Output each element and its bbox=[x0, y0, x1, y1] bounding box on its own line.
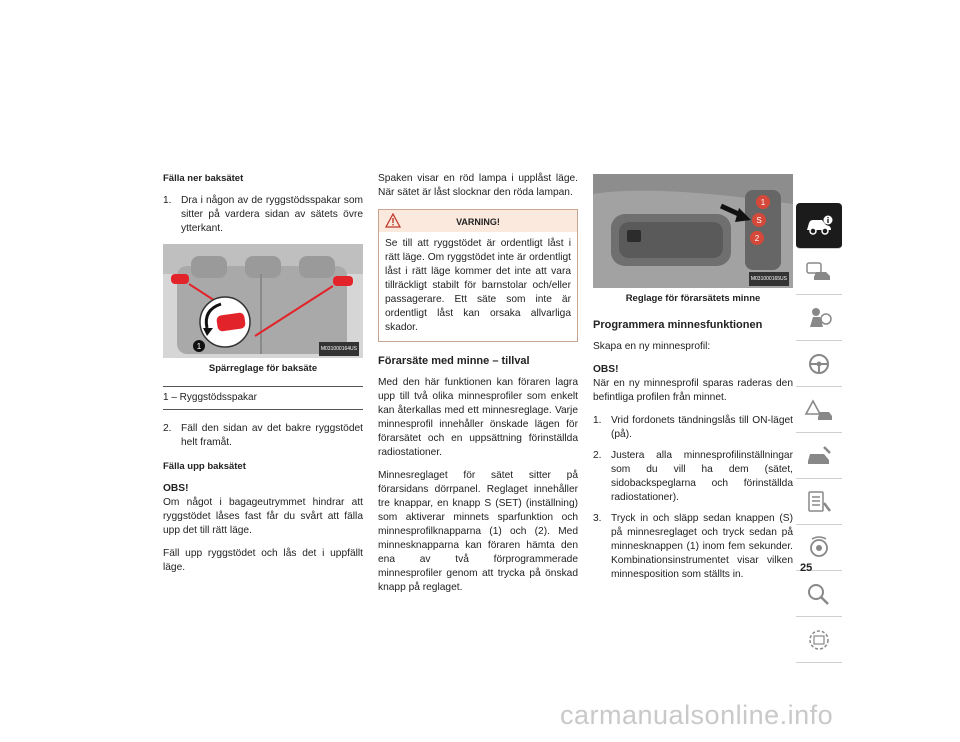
tab-safety[interactable] bbox=[796, 295, 842, 341]
step-number: 1. bbox=[593, 415, 602, 426]
figure-legend: 1 – Ryggstödsspakar bbox=[163, 386, 363, 410]
step-1 bbox=[163, 194, 363, 236]
warning-header bbox=[379, 210, 577, 232]
tab-driving[interactable] bbox=[796, 341, 842, 387]
page-number: 25 bbox=[800, 562, 813, 574]
paragraph-lever: Spaken visar en röd lampa i upplåst läge. När sätet är låst slocknar den röda lampan. bbox=[378, 173, 578, 198]
step-number: 3. bbox=[593, 513, 602, 524]
obs-text: När en ny minnesprofil sparas raderas den befintliga profilen från minnet. bbox=[593, 378, 793, 403]
heading-programming: Programmera minnesfunktionen bbox=[593, 319, 763, 331]
tab-messages[interactable] bbox=[796, 249, 842, 295]
tab-languages[interactable] bbox=[796, 617, 842, 663]
warning-box bbox=[378, 209, 578, 342]
tab-emergency[interactable] bbox=[796, 387, 842, 433]
program-step-3 bbox=[593, 512, 793, 582]
warning-title: VARNING! bbox=[456, 217, 500, 227]
figure-caption: Reglage för förarsätets minne bbox=[625, 293, 761, 304]
warning-text: Se till att ryggstödet är ordentligt låst i rätt läge. Om ryggstödet inte är ordentligt låst i rätt läge kommer det inte att vara tillräckligt stabilt för barnstolar och/eller passagerare. Ett säte som inte är ordentligt låst kan orsaka allvarliga skador. bbox=[385, 238, 571, 333]
memory-switch-figure bbox=[593, 174, 793, 288]
checklist-wrench-icon bbox=[804, 489, 834, 515]
car-wrench-icon bbox=[804, 443, 834, 469]
chapter-tabs bbox=[796, 203, 842, 663]
door-panel-illustration bbox=[593, 174, 793, 288]
heading-fold-down: Fälla ner baksätet bbox=[163, 173, 244, 184]
obs-title: OBS! bbox=[593, 364, 619, 375]
figure-callout-1: 1 bbox=[196, 342, 202, 351]
heading-fold-up: Fälla upp baksätet bbox=[163, 461, 246, 472]
column-right bbox=[593, 174, 793, 589]
obs-title: OBS! bbox=[163, 483, 189, 494]
paragraph-fold-up: Fäll upp ryggstödet och lås det i uppfällt läge. bbox=[163, 548, 363, 573]
language-abc-icon bbox=[804, 627, 834, 653]
memory-button-1: 1 bbox=[760, 198, 766, 207]
memory-button-set: S bbox=[756, 216, 762, 225]
airbag-person-icon bbox=[804, 305, 834, 331]
tab-index[interactable] bbox=[796, 571, 842, 617]
column-middle bbox=[378, 172, 578, 604]
message-car-icon bbox=[804, 259, 834, 285]
multimedia-icon bbox=[804, 535, 834, 561]
paragraph-memory-1: Med den här funktionen kan föraren lagra upp till två olika minnesprofiler som enkelt kan återkallas med ett minnesreglage. Varje minnesprofil innehåller önskade lägen för förarsätet och en uppsättning förinställda radiostationer. bbox=[378, 377, 578, 458]
figure-code: M031000165US bbox=[749, 272, 789, 286]
warning-triangle-car-icon bbox=[804, 397, 834, 423]
step-text: Justera alla minnesprofilinställningar som du vill ha dem (sätet, sidobackspeglarna och förinställda radiostationer). bbox=[611, 450, 793, 503]
tab-car-info[interactable] bbox=[796, 203, 842, 249]
memory-button-2: 2 bbox=[754, 234, 760, 243]
step-2 bbox=[163, 422, 363, 450]
rear-seat-illustration bbox=[163, 244, 363, 358]
car-info-icon bbox=[804, 215, 834, 237]
tab-specifications[interactable] bbox=[796, 479, 842, 525]
watermark: carmanualsonline.info bbox=[560, 700, 834, 730]
steering-wheel-icon bbox=[804, 351, 834, 377]
step-text: Dra i någon av de ryggstödsspakar som sitter på vardera sidan av sätets övre ytterkant. bbox=[181, 195, 363, 234]
figure-caption: Spärreglage för baksäte bbox=[208, 363, 318, 374]
rear-seat-figure bbox=[163, 244, 363, 358]
step-text: Fäll den sidan av det bakre ryggstödet helt framåt. bbox=[181, 423, 363, 448]
step-number: 1. bbox=[163, 195, 172, 206]
figure-code: M031000164US bbox=[319, 342, 359, 356]
tab-service[interactable] bbox=[796, 433, 842, 479]
paragraph-create-profile: Skapa en ny minnesprofil: bbox=[593, 341, 711, 352]
program-step-1 bbox=[593, 414, 793, 442]
magnifier-icon bbox=[804, 581, 834, 607]
step-number: 2. bbox=[593, 450, 602, 461]
obs-text: Om något i bagageutrymmet hindrar att ryggstödet låses fast får du svårt att fälla upp det till rätt läge. bbox=[163, 497, 363, 536]
step-text: Tryck in och släpp sedan knappen (S) på minnesreglaget och tryck sedan på minnesknappen (1) inom fem sekunder. Kombinationsinstrumentet visar vilken minnesposition som ställts in. bbox=[611, 513, 793, 580]
step-number: 2. bbox=[163, 423, 172, 434]
step-text: Vrid fordonets tändningslås till ON-läget (på). bbox=[611, 415, 793, 440]
column-left bbox=[163, 172, 363, 584]
paragraph-memory-2: Minnesreglaget för sätet sitter på förarsidans dörrpanel. Reglaget innehåller tre knappar, en knapp S (SET) (inställning) som aktiverar minnets sparfunktion och minnesprofilknapparna (1) och (2). Med minnesknapparna kan föraren hämta den ena av två förprogrammerade minnesprofiler genom att trycka på önskad knapp på reglaget. bbox=[378, 470, 578, 593]
program-step-2 bbox=[593, 449, 793, 505]
heading-memory-seat: Förarsäte med minne – tillval bbox=[378, 355, 530, 367]
